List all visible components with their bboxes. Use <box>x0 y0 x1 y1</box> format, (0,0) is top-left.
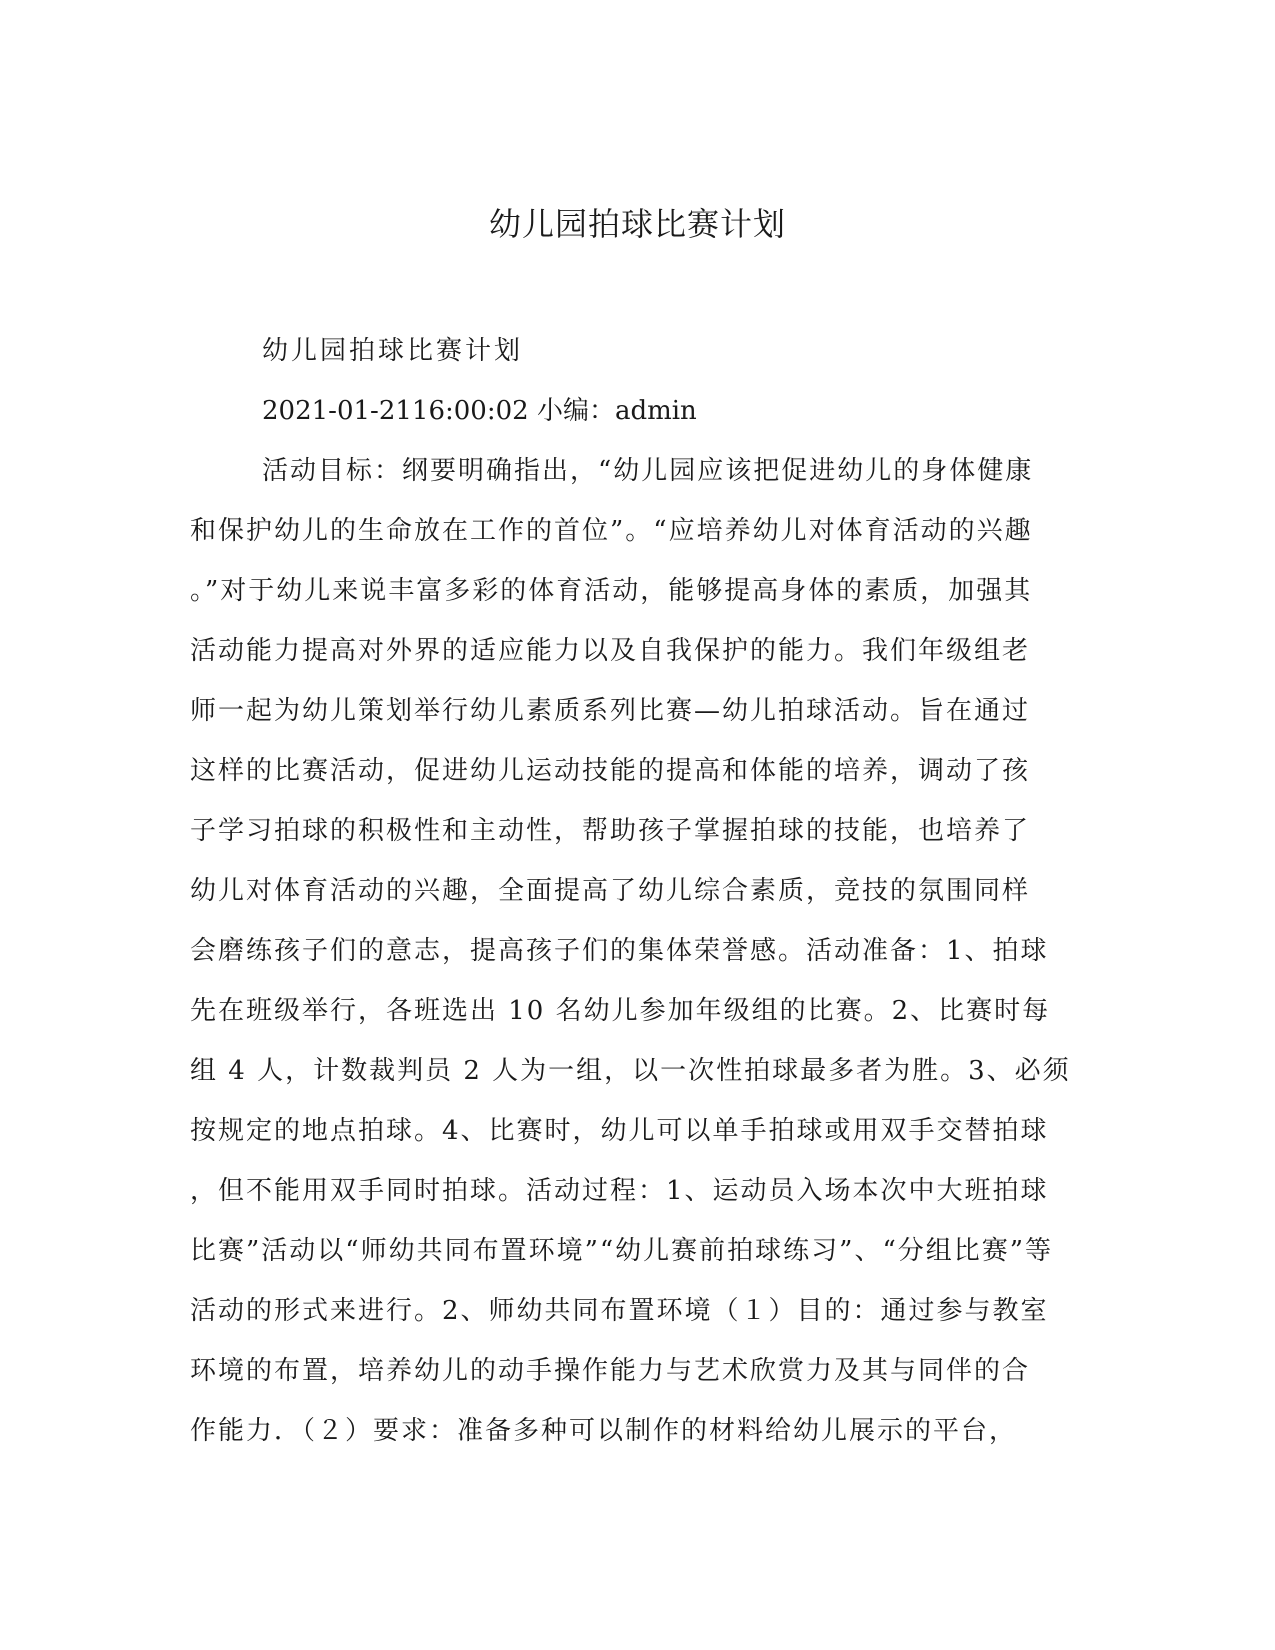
body-line: 作能力．（２）要求：准备多种可以制作的材料给幼儿展示的平台， <box>190 1416 1018 1446</box>
body-text <box>190 451 1070 1471</box>
body-line: 和保护幼儿的生命放在工作的首位”。“应培养幼儿对体育活动的兴趣 <box>190 516 1033 546</box>
body-line: 师一起为幼儿策划举行幼儿素质系列比赛—幼儿拍球活动。旨在通过 <box>190 696 1031 726</box>
body-line: 比赛”活动以“师幼共同布置环境”“幼儿赛前拍球练习”、“分组比赛”等 <box>190 1236 1054 1266</box>
document-subtitle: 幼儿园拍球比赛计划 <box>262 336 524 366</box>
body-line: 先在班级举行，各班选出 10 名幼儿参加年级组的比赛。2、比赛时每 <box>190 996 1051 1026</box>
publish-meta-line: 2021-01-2116:00:02 小编：admin <box>262 396 697 426</box>
body-line: 活动目标：纲要明确指出，“幼儿园应该把促进幼儿的身体健康 <box>262 456 1034 486</box>
document-title: 幼儿园拍球比赛计划 <box>488 205 786 243</box>
body-line: ，但不能用双手同时拍球。活动过程：1、运动员入场本次中大班拍球 <box>190 1176 1049 1206</box>
body-line: 活动的形式来进行。2、师幼共同布置环境（１）目的：通过参与教室 <box>190 1296 1049 1326</box>
body-line: 子学习拍球的积极性和主动性，帮助孩子掌握拍球的技能，也培养了 <box>190 816 1031 846</box>
body-line: 幼儿对体育活动的兴趣，全面提高了幼儿综合素质，竞技的氛围同样 <box>190 876 1031 906</box>
body-line: 。”对于幼儿来说丰富多彩的体育活动，能够提高身体的素质，加强其 <box>190 576 1033 606</box>
body-line: 环境的布置，培养幼儿的动手操作能力与艺术欣赏力及其与同伴的合 <box>190 1356 1031 1386</box>
body-line: 组 4 人，计数裁判员 2 人为一组，以一次性拍球最多者为胜。3、必须 <box>190 1056 1071 1086</box>
body-line: 这样的比赛活动，促进幼儿运动技能的提高和体能的培养，调动了孩 <box>190 756 1031 786</box>
body-line: 按规定的地点拍球。4、比赛时，幼儿可以单手拍球或用双手交替拍球 <box>190 1116 1049 1146</box>
body-line: 会磨练孩子们的意志，提高孩子们的集体荣誉感。活动准备：1、拍球 <box>190 936 1049 966</box>
body-line: 活动能力提高对外界的适应能力以及自我保护的能力。我们年级组老 <box>190 636 1031 666</box>
